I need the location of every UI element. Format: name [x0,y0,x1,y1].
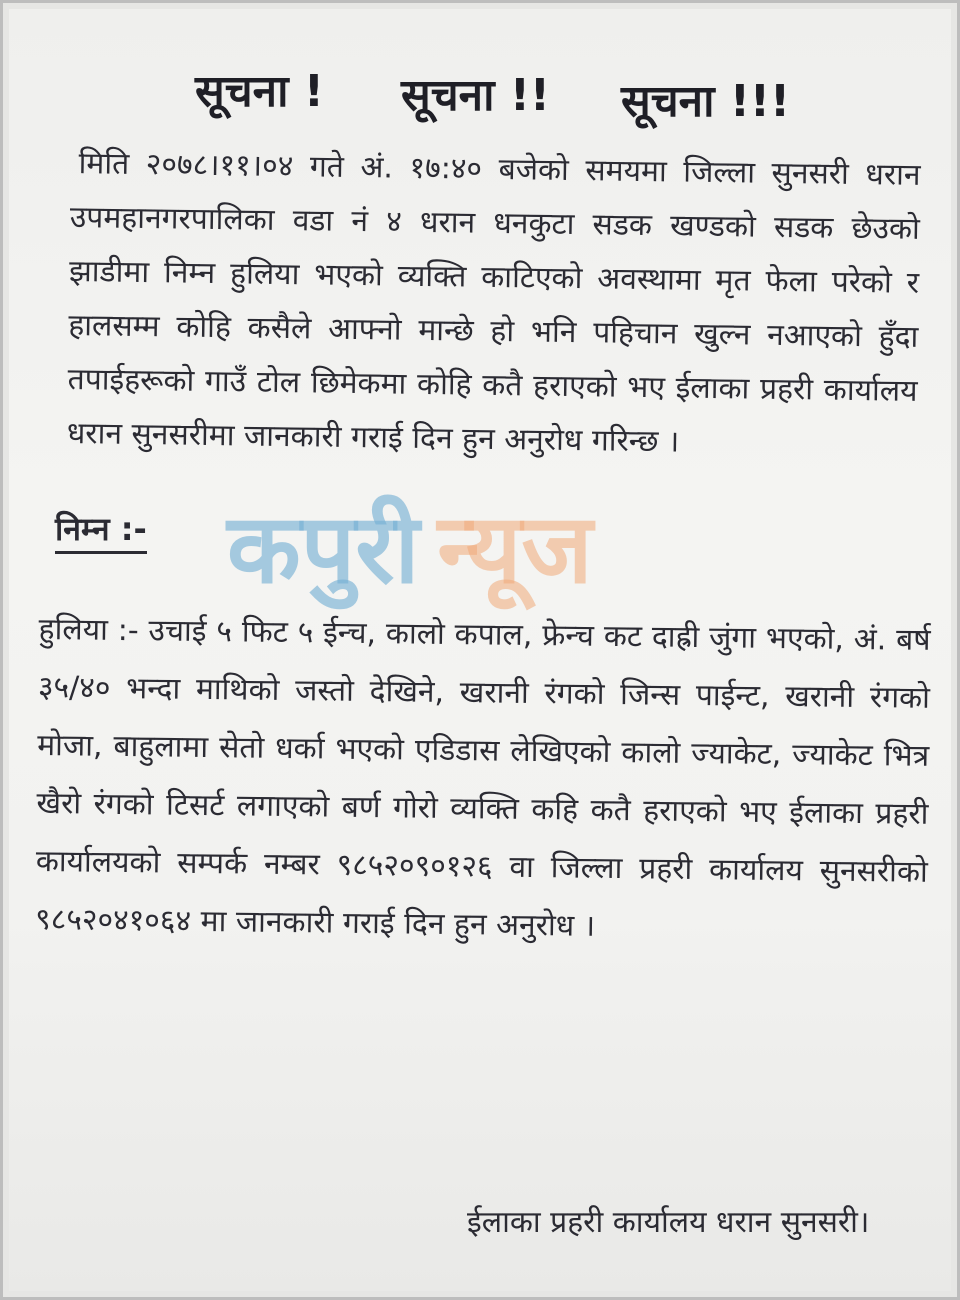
description-paragraph: हुलिया :- उचाई ५ फिट ५ ईन्च, कालो कपाल, फ्रेन्च कट दाह्री जुंगा भएको, अं. बर्ष ३५/४० भन्दा माथिको जस्तो देखिने, खरानी रंगको जिन्स पाईन्ट, खरानी रंगको मोजा, बाहुलामा सेतो धर्का भएको एडिडास लेखिएको कालो ज्याकेट, ज्याकेट भित्र खैरो रंगको टिसर्ट लगाएको बर्ण गोरो व्यक्ति कहि कतै हराएको भए ईलाका प्रहरी कार्यालयको सम्पर्क नम्बर ९८५२०९०१२६ वा जिल्ला प्रहरी कार्यालय सुनसरीको ९८५२०४१०६४ मा जानकारी गराई दिन हुन अनुरोध । [34,611,931,944]
watermark-part-2: न्यूज [437,493,593,605]
watermark-logo [227,494,787,604]
heading-notice-2: सूचना !! [401,70,550,121]
heading-notice-3: सूचना !!! [621,76,791,127]
signature-office: ईलाका प्रहरी कार्यालय धरान सुनसरी। [467,1205,870,1240]
watermark-part-1: कपुरी [227,493,420,605]
notice-document [9,9,951,1291]
intro-paragraph: मिति २०७८।११।०४ गते अं. १७:४० बजेको समयमा जिल्ला सुनसरी धरान उपमहानगरपालिका वडा नं ४ धरान धनकुटा सडक खण्डको सडक छेउको झाडीमा निम्न हुलिया भएको व्यक्ति काटिएको अवस्थामा मृत फेला परेको र हालसम्म कोहि कसैले आफ्नो मान्छे हो भनि पहिचान खुल्न नआएको हुँदा तपाईहरूको गाउँ टोल छिमेकमा कोहि कतै हराएको भए ईलाका प्रहरी कार्यालय धरान सुनसरीमा जानकारी गराई दिन हुन अनुरोध गरिन्छ । [66,146,921,460]
subheading-below: निम्न :- [55,509,147,554]
notice-heading [9,53,951,127]
paper-sheet [9,9,951,1291]
heading-notice-1: सूचना ! [195,66,324,117]
